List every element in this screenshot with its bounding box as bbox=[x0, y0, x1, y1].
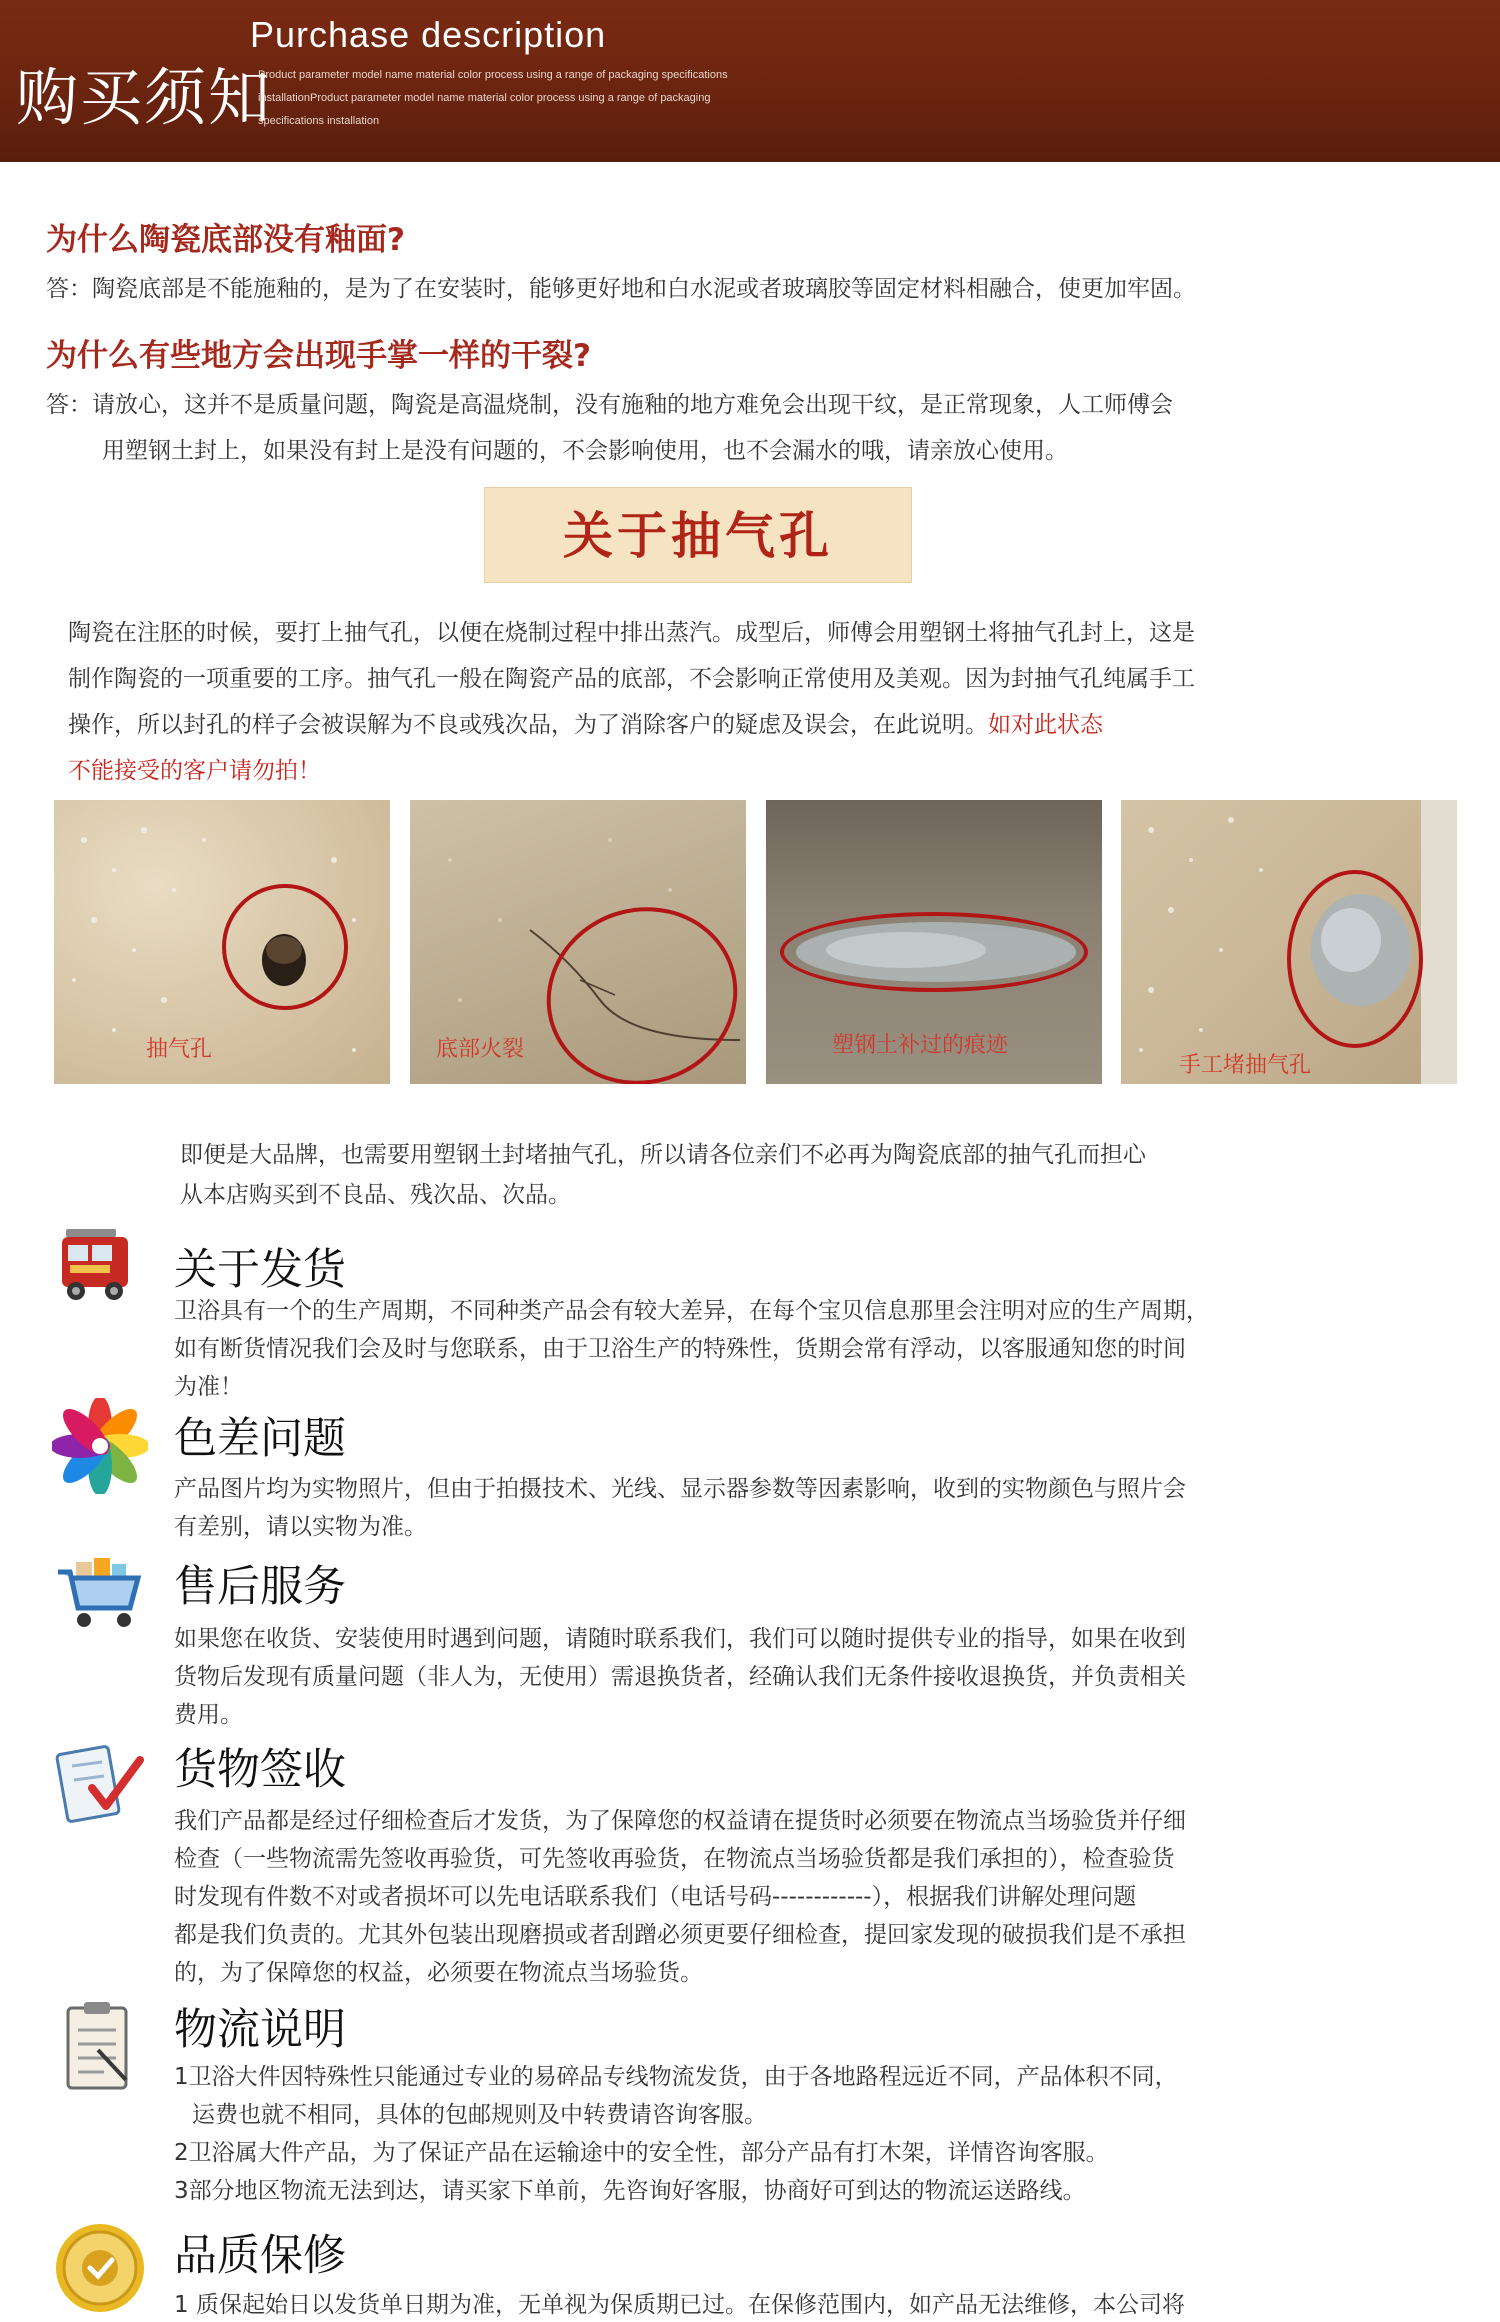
warranty-line1: 1 质保起始日以发货单日期为准，无单视为保质期已过。在保修范围内，如产品无法维修，本公司将 bbox=[174, 2292, 1185, 2318]
section-title-warranty: 品质保修 bbox=[174, 2231, 346, 2281]
receipt-line1: 我们产品都是经过仔细检查后才发货，为了保障您的权益请在提货时必须要在物流点当场验货并仔细 bbox=[174, 1808, 1186, 1834]
receipt-line2: 检查（一些物流需先签收再验货，可先签收再验货，在物流点当场验货都是我们承担的），检查验货 bbox=[174, 1846, 1175, 1872]
section-title-logistics: 物流说明 bbox=[174, 2005, 346, 2055]
section-body-receipt bbox=[174, 1802, 1404, 1992]
photo-caption-repair-trace: 塑钢土补过的痕迹 bbox=[832, 1033, 1009, 1058]
section-body-shipping bbox=[174, 1292, 1404, 1406]
shipping-line2: 如有断货情况我们会及时与您联系，由于卫浴生产的特殊性，货期会常有浮动，以客服通知您的时间 bbox=[174, 1336, 1186, 1362]
faq-question-crack: 为什么有些地方会出现手掌一样的干裂? bbox=[46, 338, 591, 374]
faq-answer-crack-line2: 用塑钢土封上，如果没有封上是没有问题的，不会影响使用，也不会漏水的哦，请亲放心使用。 bbox=[102, 438, 1068, 464]
section-body-aftersales bbox=[174, 1620, 1404, 1734]
vent-section-badge: 关于抽气孔 bbox=[484, 487, 912, 583]
faq-answer-glaze: 答：陶瓷底部是不能施釉的，是为了在安装时，能够更好地和白水泥或者玻璃胶等固定材料相融合，使更加牢固。 bbox=[46, 276, 1196, 302]
vent-note-line2: 从本店购买到不良品、残次品、次品。 bbox=[180, 1182, 571, 1208]
highlight-circle bbox=[780, 912, 1088, 992]
photo-caption-vent-hole: 抽气孔 bbox=[146, 1037, 213, 1062]
vent-warning-end: 不能接受的客户请勿拍！ bbox=[68, 758, 321, 784]
vent-warning-start: 如对此状态 bbox=[988, 712, 1103, 738]
aftersales-line1: 如果您在收货、安装使用时遇到问题，请随时联系我们，我们可以随时提供专业的指导，如果在收到 bbox=[174, 1626, 1186, 1652]
photo-caption-handmade-plug: 手工堵抽气孔 bbox=[1179, 1053, 1312, 1078]
receipt-line3: 时发现有件数不对或者损坏可以先电话联系我们（电话号码------------），根据我们讲解处理问题 bbox=[174, 1884, 1137, 1910]
receipt-line4: 都是我们负责的。尤其外包装出现磨损或者刮蹭必须更要仔细检查，提回家发现的破损我们是不承担 bbox=[174, 1922, 1186, 1948]
vent-paragraph-line1: 陶瓷在注胚的时候，要打上抽气孔，以便在烧制过程中排出蒸汽。成型后，师傅会用塑钢土将抽气孔封上，这是 bbox=[68, 620, 1195, 646]
checklist-icon bbox=[52, 1736, 148, 1832]
vent-note bbox=[180, 1135, 1380, 1215]
photo-repair-trace bbox=[766, 800, 1102, 1084]
photo-handmade-plug bbox=[1121, 800, 1457, 1084]
vent-paragraph-line3: 操作，所以封孔的样子会被误解为不良或残次品，为了消除客户的疑虑及误会，在此说明。 bbox=[68, 712, 988, 738]
color-wheel-icon bbox=[52, 1398, 148, 1494]
color-line2: 有差别，请以实物为准。 bbox=[174, 1514, 427, 1540]
aftersales-line2: 货物后发现有质量问题（非人为，无使用）需退换货者，经确认我们无条件接收退换货，并负责相关 bbox=[174, 1664, 1186, 1690]
section-body-color bbox=[174, 1470, 1404, 1546]
clipboard-icon bbox=[52, 2000, 148, 2096]
faq-answer-crack bbox=[46, 382, 1173, 474]
banner-title-en: Purchase description bbox=[250, 14, 607, 55]
shipping-line1: 卫浴具有一个的生产周期，不同种类产品会有较大差异，在每个宝贝信息那里会注明对应的生产周期， bbox=[174, 1298, 1209, 1324]
photo-vent-hole bbox=[54, 800, 390, 1084]
section-title-shipping: 关于发货 bbox=[174, 1245, 346, 1295]
section-body-logistics bbox=[174, 2058, 1404, 2210]
section-body-warranty bbox=[174, 2286, 1404, 2322]
banner-title-zh: 购买须知 bbox=[16, 61, 273, 134]
shipping-line3: 为准！ bbox=[174, 1374, 243, 1400]
photo-caption-bottom-crack: 底部火裂 bbox=[436, 1037, 525, 1062]
highlight-circle bbox=[1287, 870, 1423, 1048]
highlight-circle bbox=[222, 884, 348, 1010]
vent-photo-gallery bbox=[54, 800, 1457, 1084]
shopping-cart-icon bbox=[52, 1546, 148, 1642]
vent-paragraph bbox=[68, 610, 1448, 794]
fire-truck-icon bbox=[52, 1215, 148, 1311]
logistics-line1: 1卫浴大件因特殊性只能通过专业的易碎品专线物流发货，由于各地路程远近不同，产品体积不同， bbox=[174, 2064, 1178, 2090]
logistics-line4: 3部分地区物流无法到达，请买家下单前，先咨询好客服，协商好可到达的物流运送路线。 bbox=[174, 2178, 1086, 2204]
banner-subtitle: Product parameter model name material color process using a range of packaging specifications installationProduct parameter model name material color process using a range of packaging specifications installation bbox=[258, 69, 728, 127]
color-line1: 产品图片均为实物照片，但由于拍摄技术、光线、显示器参数等因素影响，收到的实物颜色与照片会 bbox=[174, 1476, 1186, 1502]
section-title-receipt: 货物签收 bbox=[174, 1745, 346, 1795]
receipt-line5: 的，为了保障您的权益，必须要在物流点当场验货。 bbox=[174, 1960, 703, 1986]
warranty-seal-icon bbox=[52, 2220, 148, 2316]
aftersales-line3: 费用。 bbox=[174, 1702, 243, 1728]
header-banner bbox=[0, 0, 1500, 162]
section-title-color: 色差问题 bbox=[174, 1414, 346, 1464]
section-title-aftersales: 售后服务 bbox=[174, 1562, 346, 1612]
logistics-line3: 2卫浴属大件产品，为了保证产品在运输途中的安全性，部分产品有打木架，详情咨询客服。 bbox=[174, 2140, 1109, 2166]
vent-note-line1: 即便是大品牌，也需要用塑钢土封堵抽气孔，所以请各位亲们不必再为陶瓷底部的抽气孔而担心 bbox=[180, 1142, 1146, 1168]
faq-question-glaze: 为什么陶瓷底部没有釉面? bbox=[46, 222, 405, 258]
faq-answer-crack-line1: 答：请放心，这并不是质量问题，陶瓷是高温烧制，没有施釉的地方难免会出现干纹，是正常现象，人工师傅会 bbox=[46, 392, 1173, 418]
vent-paragraph-line2: 制作陶瓷的一项重要的工序。抽气孔一般在陶瓷产品的底部，不会影响正常使用及美观。因为封抽气孔纯属手工 bbox=[68, 666, 1195, 692]
photo-bottom-crack bbox=[410, 800, 746, 1084]
logistics-line2: 运费也就不相同，具体的包邮规则及中转费请咨询客服。 bbox=[192, 2102, 767, 2128]
